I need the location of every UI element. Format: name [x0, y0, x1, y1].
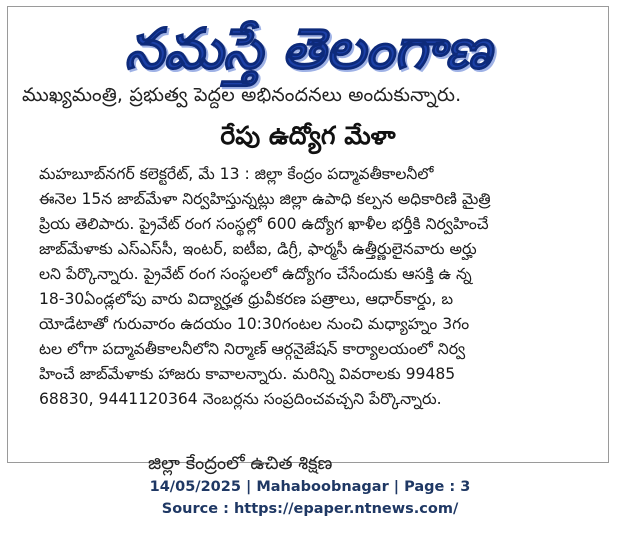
masthead: [8, 9, 608, 83]
article-line: 68830, 9441120364 నెంబర్లను సంప్రదించవచ్చని పేర్కొన్నారు.: [39, 390, 442, 408]
cut-top-text: [22, 84, 597, 107]
clipping-date-edition: 14/05/2025 | Mahaboobnagar | Page : 3: [149, 479, 471, 495]
article-line: ఈనెల 15న జాబ్‌మేళా నిర్వహిస్తున్నట్లు జిల్లా ఉపాధి కల్పన అధికారిణి మైత్రి: [39, 190, 491, 208]
cut-bottom-text-content: జిల్లా కేంద్రంలో ఉచిత శిక్షణ: [148, 453, 333, 474]
masthead-logo: [98, 10, 518, 82]
article-line: లని పేర్కొన్నారు. ప్రైవేట్ రంగ సంస్థలలో ఉద్యోగం చేసేందుకు ఆసక్తి ఉ న్న: [39, 265, 472, 283]
article-line: మహబూబ్‌నగర్ కలెక్టరేట్, మే 13 : జిల్లా కేంద్రం పద్మావతీకాలనీలో: [39, 165, 434, 183]
article-line: జాబ్‌మేళాకు ఎస్‌ఎస్‌సీ, ఇంటర్, ఐటీఐ, డిగ్రీ, ఫార్మసీ ఉత్తీర్ణులైనవారు అర్హు: [39, 240, 477, 258]
article-body: [39, 162, 584, 412]
newspaper-clipping: [7, 6, 609, 474]
article-line: హించే జాబ్‌మేళాకు హాజరు కావాలన్నారు. మరిన్ని వివరాలకు 99485: [39, 365, 456, 383]
article-line: యోడేటాతో గురువారం ఉదయం 10:30గంటల నుంచి మధ్యాహ్నం 3గం: [39, 315, 470, 333]
article-line: ప్రియ తెలిపారు. ప్రైవేట్ రంగ సంస్థల్లో 600 ఉద్యోగ ఖాళీల భర్తీకి నిర్వహించే: [39, 215, 489, 233]
clipping-source: Source : https://epaper.ntnews.com/: [161, 501, 459, 517]
cut-top-text-content: ముఖ్యమంత్రి, ప్రభుత్వ పెద్దల అభినందనలు అందుకున్నారు.: [22, 84, 462, 106]
cut-bottom-text: [148, 453, 458, 474]
article-line: టల లోగా పద్మావతీకాలనీలోని నిర్మాణ్ ఆర్గనైజేషన్ కార్యాలయంలో నిర్వ: [39, 340, 466, 358]
masthead-title: నమస్తే తెలంగాణ: [124, 17, 492, 82]
article-line: 18-30ఏండ్లలోపు వారు విద్యార్హత ధ్రువీకరణ పత్రాలు, ఆధార్‌కార్డు, బ: [39, 290, 454, 308]
article-headline: రేపు ఉద్యోగ మేళా: [220, 121, 396, 150]
